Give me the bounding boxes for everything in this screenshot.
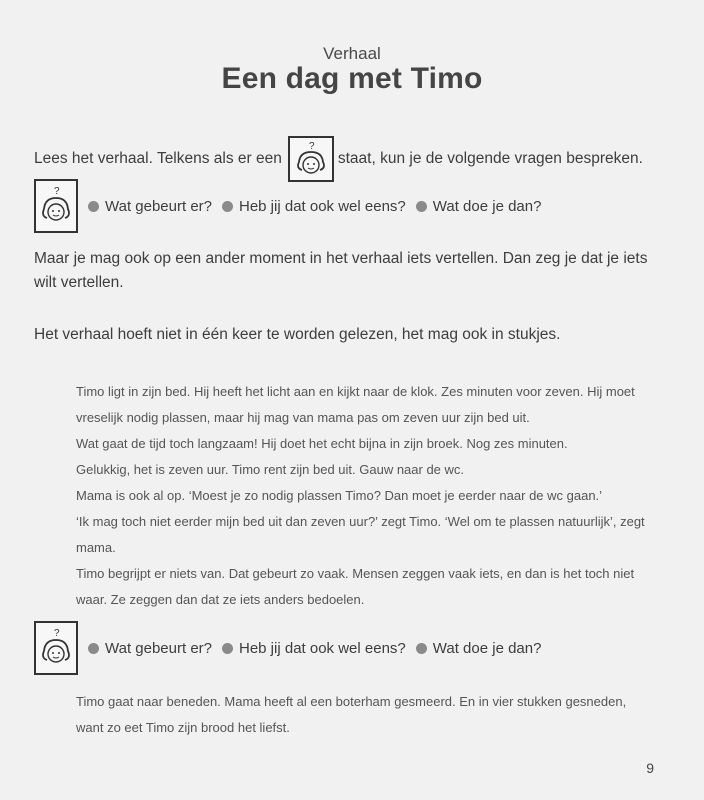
story-line: want zo eet Timo zijn brood het liefst.	[76, 720, 290, 735]
intro-line	[34, 136, 643, 182]
bullet-icon	[222, 201, 233, 212]
story-line: ‘Ik mag toch niet eerder mijn bed uit dan zeven uur?’ zegt Timo. ‘Wel om te plassen natuurlijk’, zegt	[76, 514, 645, 529]
question-child-icon	[34, 179, 78, 233]
story-part-2	[76, 694, 626, 746]
question-item: Wat gebeurt er?	[88, 640, 212, 657]
section-kicker: Verhaal	[323, 44, 381, 63]
story-line: Timo gaat naar beneden. Mama heeft al een boterham gesmeerd. En in vier stukken gesneden,	[76, 694, 627, 709]
story-line: Timo ligt in zijn bed. Hij heeft het licht aan en kijkt naar de klok. Zes minuten voor zeven. Hij moet	[76, 384, 635, 399]
intro-paragraph-line: Maar je mag ook op een ander moment in het verhaal iets vertellen. Dan zeg je dat je iets	[34, 250, 648, 267]
svg-text:?: ?	[54, 628, 60, 639]
question-child-icon	[34, 621, 78, 675]
story-line: Wat gaat de tijd toch langzaam! Hij doet het echt bijna in zijn broek. Nog zes minuten.	[76, 436, 568, 451]
question-item: Heb jij dat ook wel eens?	[222, 198, 406, 215]
page-number: 9	[646, 760, 654, 776]
story-line: mama.	[76, 540, 116, 555]
story-line: Gelukkig, het is zeven uur. Timo rent zijn bed uit. Gauw naar de wc.	[76, 462, 465, 477]
bullet-icon	[416, 201, 427, 212]
question-child-icon	[288, 136, 334, 182]
question-item: Wat doe je dan?	[416, 640, 542, 657]
question-row-1	[34, 178, 541, 234]
intro-note: Het verhaal hoeft niet in één keer te worden gelezen, het mag ook in stukjes.	[34, 326, 561, 343]
intro-paragraph-line: wilt vertellen.	[34, 274, 124, 291]
story-line: Timo begrijpt er niets van. Dat gebeurt zo vaak. Mensen zeggen vaak iets, en dan is het toch niet	[76, 566, 635, 581]
bullet-icon	[88, 201, 99, 212]
page-title: Een dag met Timo	[221, 62, 483, 95]
svg-text:?: ?	[308, 141, 315, 152]
bullet-icon	[416, 643, 427, 654]
story-line: vreselijk nodig plassen, maar hij mag van mama pas om zeven uur zijn bed uit.	[76, 410, 530, 425]
question-item: Heb jij dat ook wel eens?	[222, 640, 406, 657]
story-part-1	[76, 384, 645, 618]
question-item: Wat gebeurt er?	[88, 198, 212, 215]
story-line: Mama is ook al op. ‘Moest je zo nodig plassen Timo? Dan moet je eerder naar de wc gaan.’	[76, 488, 603, 503]
bullet-icon	[88, 643, 99, 654]
svg-text:?: ?	[54, 186, 60, 197]
story-line: waar. Ze zeggen dan dat ze iets anders bedoelen.	[76, 592, 365, 607]
question-item: Wat doe je dan?	[416, 198, 542, 215]
bullet-icon	[222, 643, 233, 654]
intro-text-before: Lees het verhaal. Telkens als er een	[34, 150, 282, 167]
question-row-2	[34, 620, 541, 676]
intro-text-after: staat, kun je de volgende vragen bespreken.	[337, 150, 643, 167]
